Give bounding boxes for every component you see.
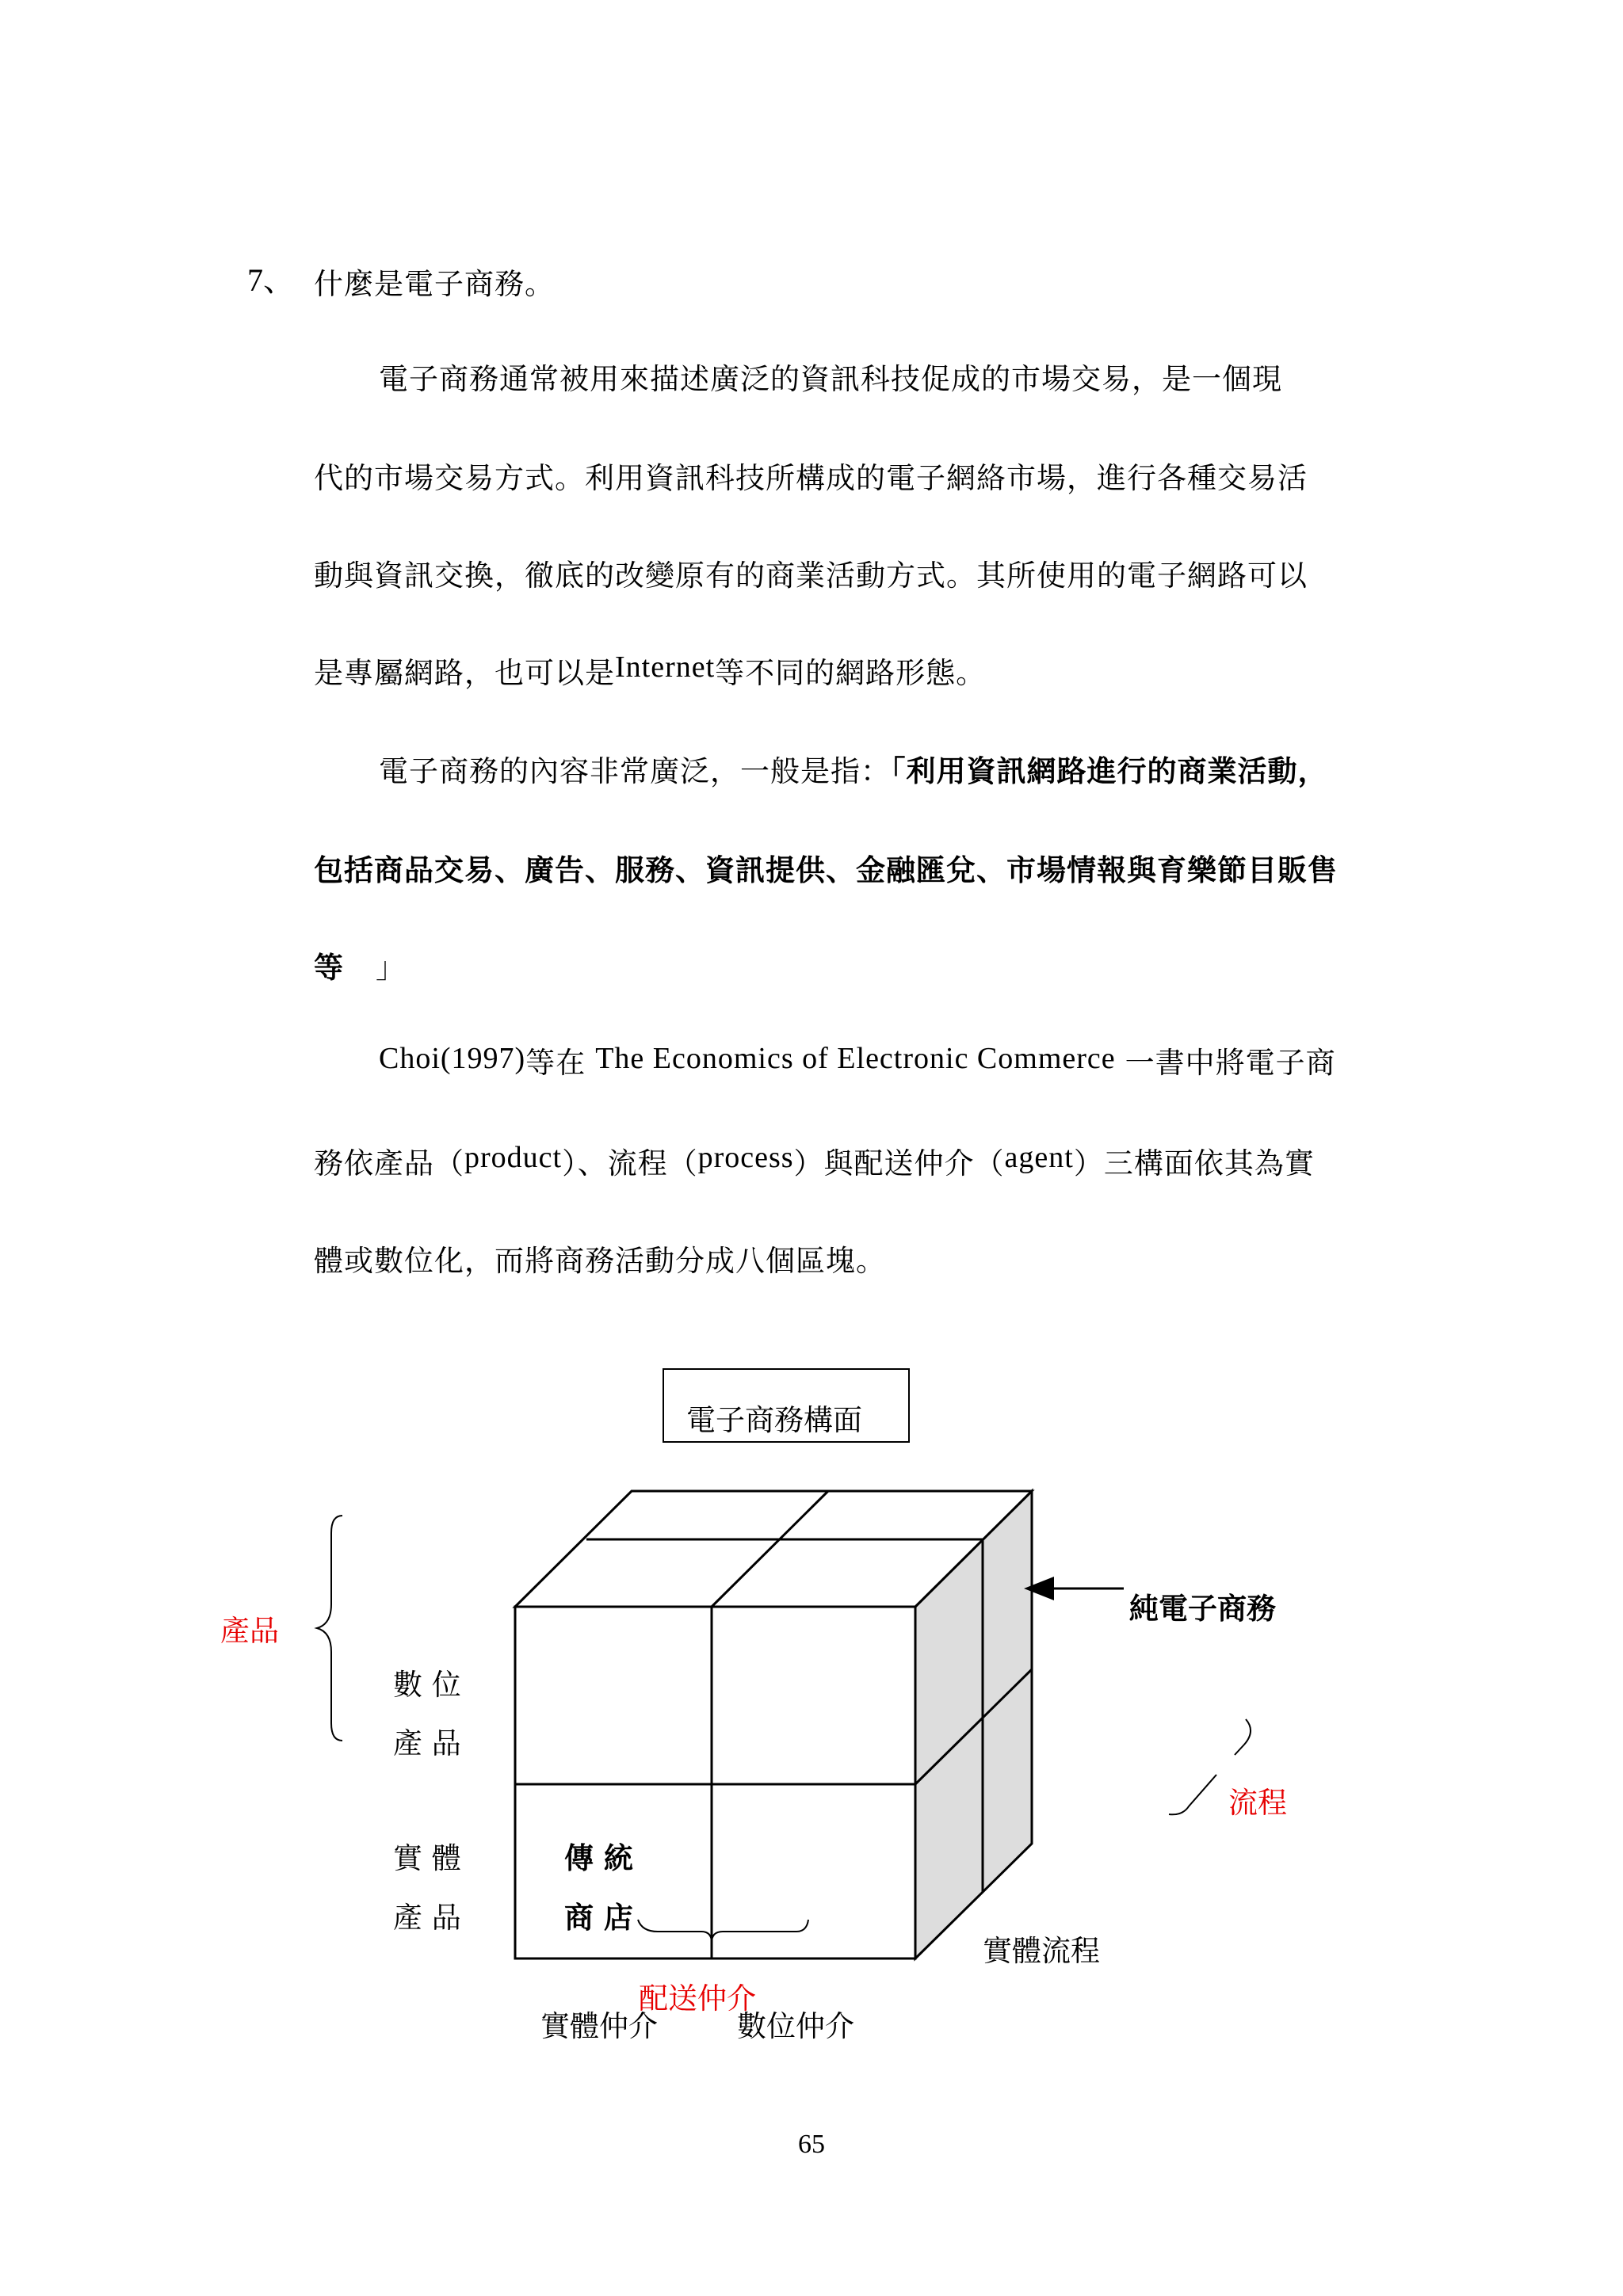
text-run: ）三構面依其為實 — [1073, 1146, 1315, 1180]
latin-run: process — [697, 1141, 794, 1174]
paragraph2-line2: 包括商品交易、廣告、服務、資訊提供、金融匯兌、市場情報與育樂節目販售 — [314, 853, 1338, 887]
emphasis-run: 「利用資訊網路進行的商業活動， — [891, 754, 1328, 788]
latin-run: Choi(1997) — [379, 1042, 526, 1075]
latin-run: Internet — [615, 650, 716, 684]
paragraph1-line1: 電子商務通常被用來描述廣泛的資訊科技促成的市場交易，是一個現 — [379, 362, 1282, 396]
section-number: 7、 — [247, 262, 295, 298]
digital-product-label-2: 產 品 — [393, 1726, 461, 1760]
text-run: 是專屬網路，也可以是 — [314, 656, 615, 690]
physical-agent-label: 實體仲介 — [540, 2009, 658, 2043]
traditional-store-label-2: 商 店 — [564, 1901, 633, 1935]
product-brace — [317, 1516, 342, 1741]
text-run: ）、流程（ — [562, 1146, 698, 1180]
figure-title: 電子商務構面 — [686, 1403, 862, 1437]
product-dimension-label: 產品 — [220, 1614, 279, 1648]
text-run: 電子商務的內容非常廣泛，一般是指： — [379, 754, 891, 788]
pure-ecommerce-label: 純電子商務 — [1129, 1592, 1276, 1626]
digital-product-label-1: 數 位 — [393, 1668, 461, 1702]
physical-product-label-2: 產 品 — [393, 1901, 461, 1935]
text-run: ）與配送仲介（ — [793, 1146, 1005, 1180]
page-number: 65 — [798, 2130, 825, 2159]
section-heading: 什麼是電子商務。 — [314, 267, 555, 301]
paragraph1-line3: 動與資訊交換，徹底的改變原有的商業活動方式。其所使用的電子網路可以 — [314, 559, 1308, 593]
text-run: 等不同的網路形態。 — [715, 656, 987, 690]
latin-run: product — [464, 1141, 563, 1174]
text-run: 等在 — [525, 1046, 586, 1080]
physical-product-label-1: 實 體 — [393, 1841, 461, 1875]
latin-run: agent — [1004, 1141, 1074, 1174]
digital-agent-label: 數位仲介 — [737, 2009, 854, 2043]
traditional-store-label-1: 傳 統 — [564, 1841, 633, 1875]
paragraph1-line2: 代的市場交易方式。利用資訊科技所構成的電子網絡市場，進行各種交易活 — [314, 461, 1308, 495]
text-run: 」 — [376, 951, 406, 985]
agent-dimension-label: 配送仲介 — [639, 1981, 756, 2016]
paragraph3-line3: 體或數位化，而將商務活動分成八個區塊。 — [314, 1244, 886, 1278]
text-run: 一書中將電子商 — [1125, 1046, 1336, 1080]
text-run: 務依產品（ — [314, 1146, 464, 1180]
process-dimension-label: 流程 — [1228, 1786, 1287, 1820]
emphasis-run: 等 — [314, 951, 344, 985]
physical-process-label: 實體流程 — [983, 1934, 1100, 1968]
latin-run: The Economics of Electronic Commerce — [595, 1042, 1116, 1075]
